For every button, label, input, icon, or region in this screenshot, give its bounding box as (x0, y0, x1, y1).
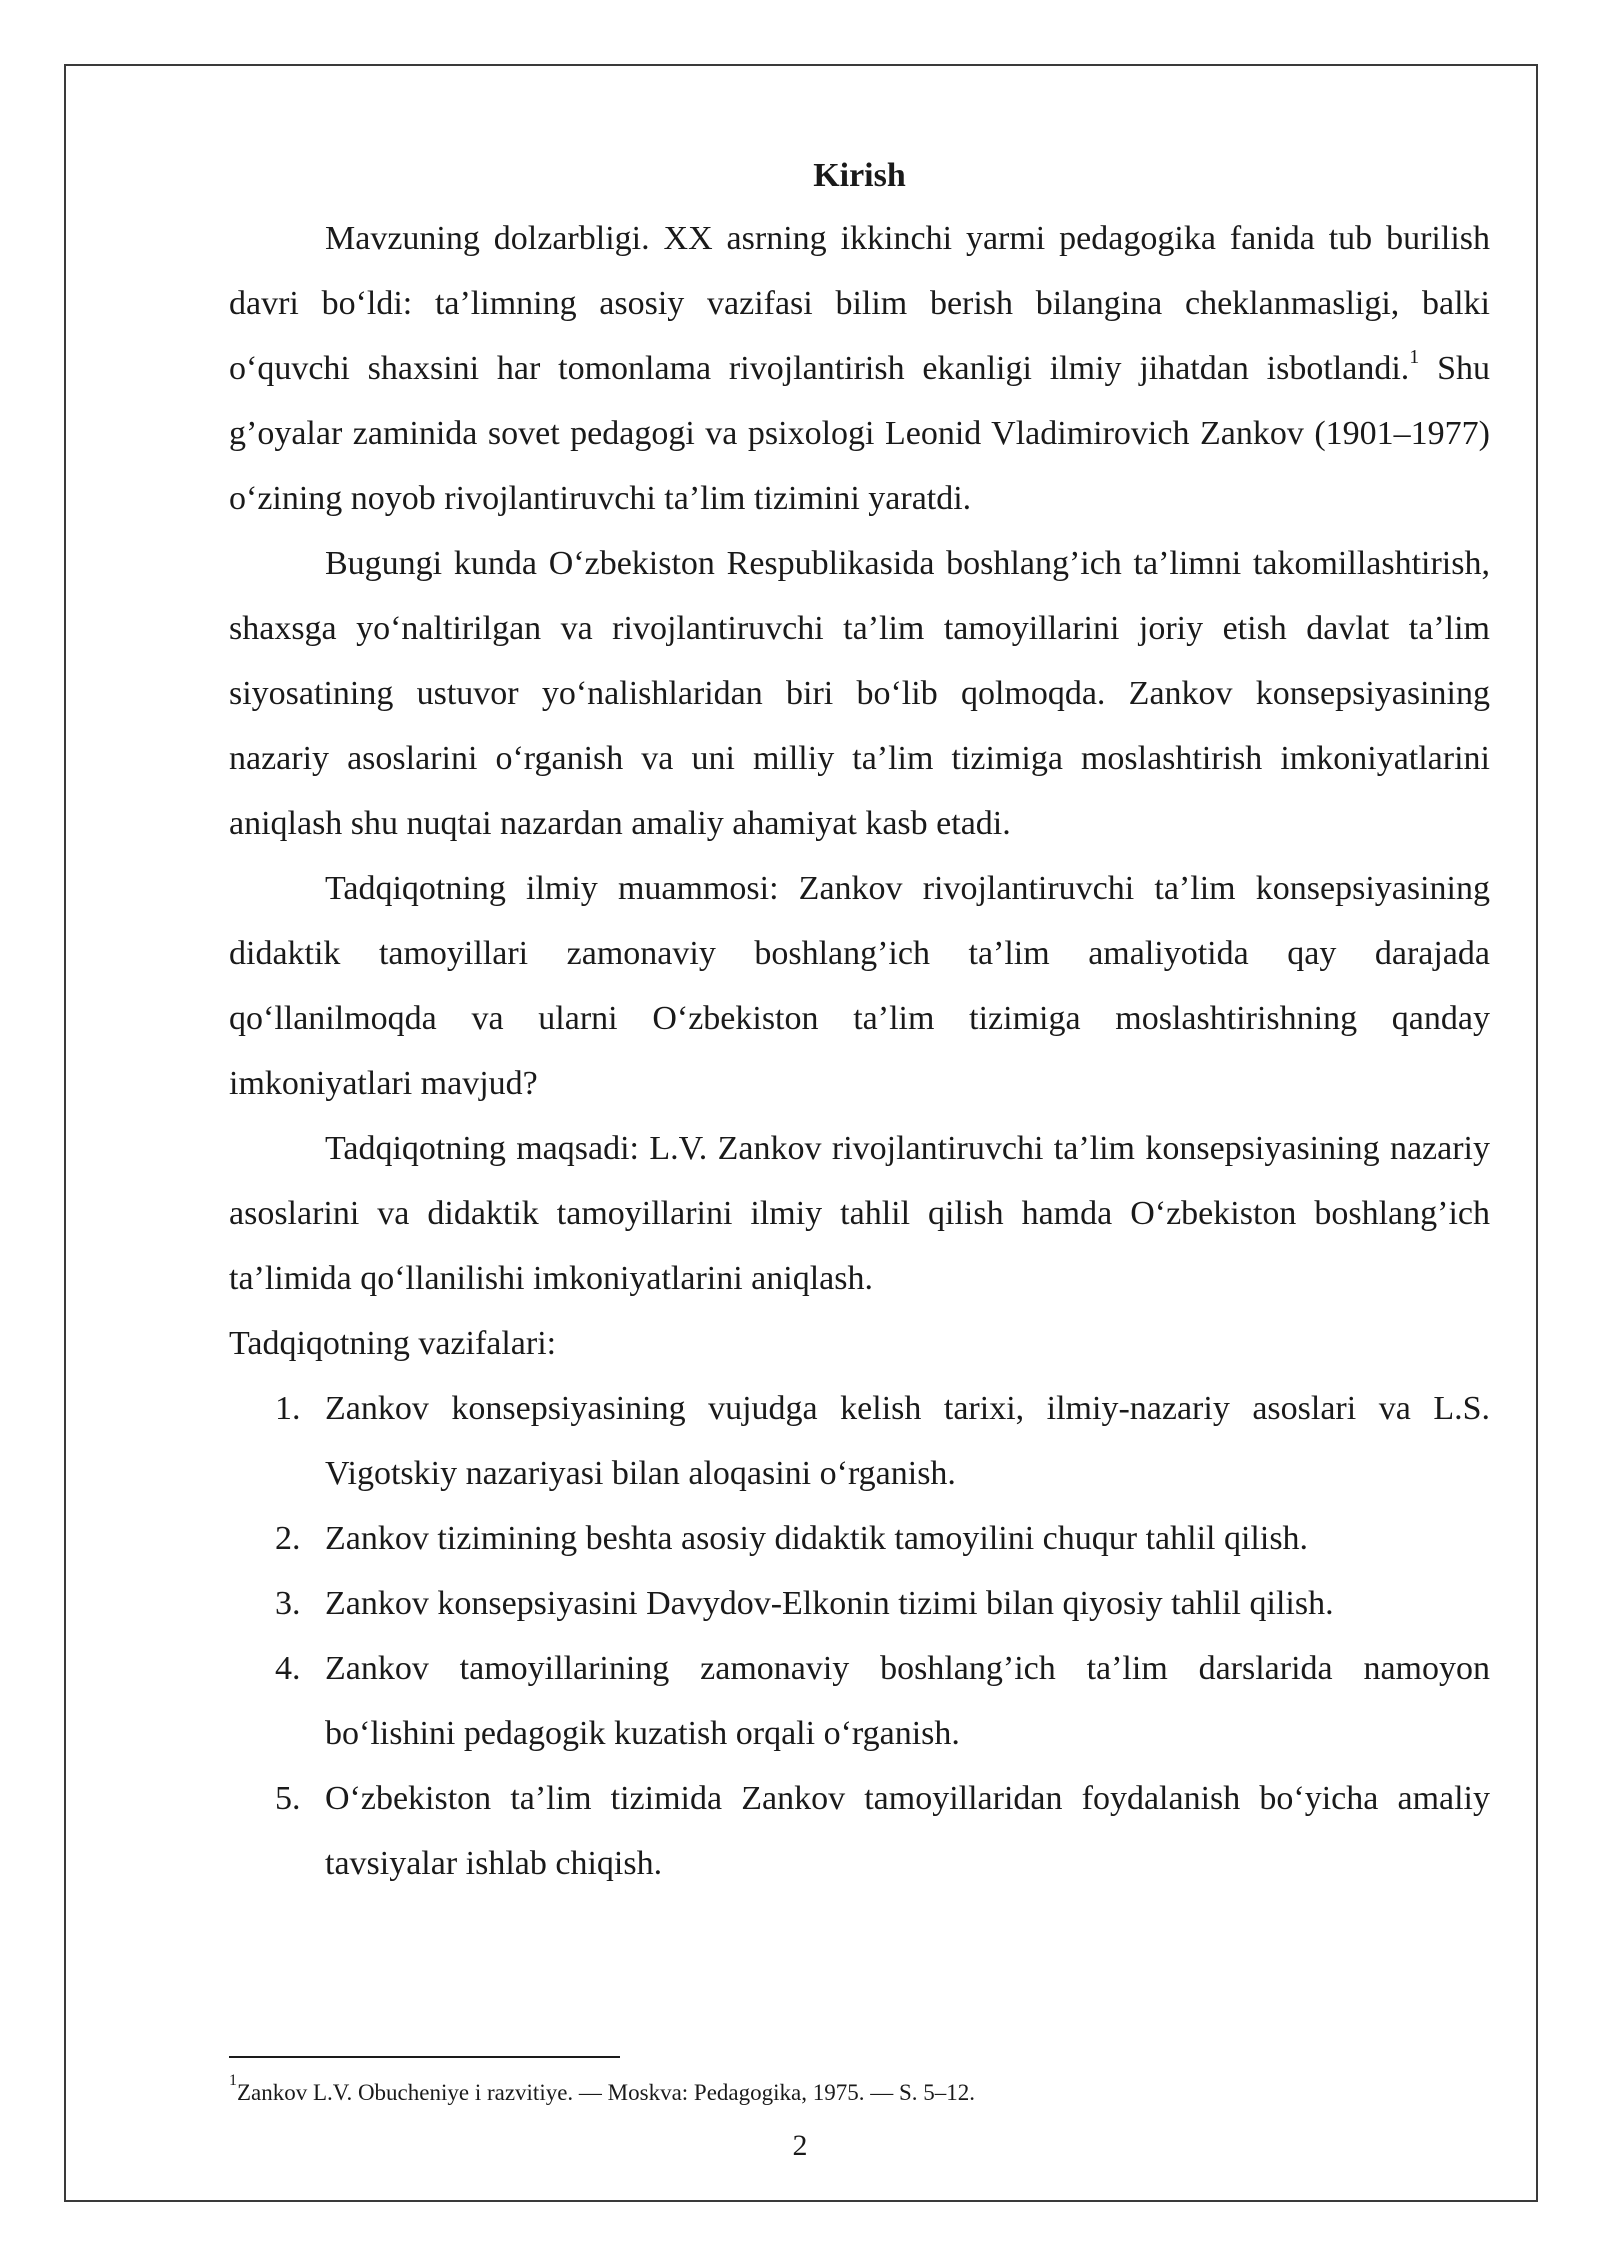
list-item-number: 3. (275, 1585, 301, 1622)
list-item-number: 4. (275, 1650, 301, 1687)
list-item (229, 1571, 1490, 1636)
list-item-number: 2. (275, 1520, 301, 1557)
paragraph-research-goal: Tadqiqotning maqsadi: L.V. Zankov rivojlantiruvchi ta’lim konsepsiyasining nazariy asoslarini va didaktik tamoyillarini ilmiy tahlil qilish hamda O‘zbekiston boshlang’ich ta’limida qo‘llanilishi imkoniyatlarini aniqlash. (229, 1130, 1490, 1297)
paragraph-relevance-text-2: Shu g’oyalar zaminida sovet pedagogi va psixologi Leonid Vladimirovich Zankov (1901–1977) o‘zining noyob rivojlantiruvchi ta’lim tizimini yaratdi. (229, 350, 1490, 517)
tasks-list (229, 1376, 1490, 1896)
list-item-text: Zankov tizimining beshta asosiy didaktik tamoyilini chuqur tahlil qilish. (325, 1520, 1309, 1557)
footnote-text: Zankov L.V. Obucheniye i razvitiye. — Moskva: Pedagogika, 1975. — S. 5–12. (237, 2080, 976, 2105)
list-item (229, 1636, 1490, 1766)
paragraph-relevance (229, 206, 1490, 531)
paragraph-relevance-text-1: Mavzuning dolzarbligi. XX asrning ikkinchi yarmi pedagogika fanida tub burilish davri bo‘ldi: ta’limning asosiy vazifasi bilim berish bilangina cheklanmasligi, balki o‘quvchi shaxsini har tomonlama rivojlantirish ekanligi ilmiy jihatdan isbotlandi. (229, 220, 1490, 387)
list-item-number: 5. (275, 1780, 301, 1817)
list-item-text: Zankov konsepsiyasini Davydov-Elkonin tizimi bilan qiyosiy tahlil qilish. (325, 1585, 1334, 1622)
footnote-number: 1 (229, 2072, 237, 2090)
page-title: Kirish (813, 157, 906, 194)
list-item-text: Zankov tamoyillarining zamonaviy boshlang’ich ta’lim darslarida namoyon bo‘lishini pedagogik kuzatish orqali o‘rganish. (325, 1650, 1490, 1752)
list-item-text: Zankov konsepsiyasining vujudga kelish tarixi, ilmiy-nazariy asoslari va L.S. Vigotskiy nazariyasi bilan aloqasini o‘rganish. (325, 1390, 1490, 1492)
list-item-text: O‘zbekiston ta’lim tizimida Zankov tamoyillaridan foydalanish bo‘yicha amaliy tavsiyalar ishlab chiqish. (325, 1780, 1490, 1882)
footnote-separator (229, 2056, 620, 2058)
footnote-reference[interactable]: 1 (1409, 345, 1420, 368)
tasks-heading: Tadqiqotning vazifalari: (229, 1325, 557, 1362)
page-number: 2 (792, 2129, 808, 2162)
list-item (229, 1376, 1490, 1506)
list-item-number: 1. (275, 1390, 301, 1427)
paragraph-research-problem: Tadqiqotning ilmiy muammosi: Zankov rivojlantiruvchi ta’lim konsepsiyasining didaktik tamoyillari zamonaviy boshlang’ich ta’lim amaliyotida qay darajada qo‘llanilmoqda va ularni O‘zbekiston ta’lim tizimiga moslashtirishning qanday imkoniyatlari mavjud? (229, 870, 1490, 1102)
footnote (229, 2072, 1490, 2108)
list-item (229, 1766, 1490, 1896)
list-item (229, 1506, 1490, 1571)
document-body (229, 146, 1490, 1896)
paragraph-context: Bugungi kunda O‘zbekiston Respublikasida boshlang’ich ta’limni takomillashtirish, shaxsga yo‘naltirilgan va rivojlantiruvchi ta’lim tamoyillarini joriy etish davlat ta’lim siyosatining ustuvor yo‘nalishlaridan biri bo‘lib qolmoqda. Zankov konsepsiyasining nazariy asoslarini o‘rganish va uni milliy ta’lim tizimiga moslashtirish imkoniyatlarini aniqlash shu nuqtai nazardan amaliy ahamiyat kasb etadi. (229, 545, 1490, 842)
